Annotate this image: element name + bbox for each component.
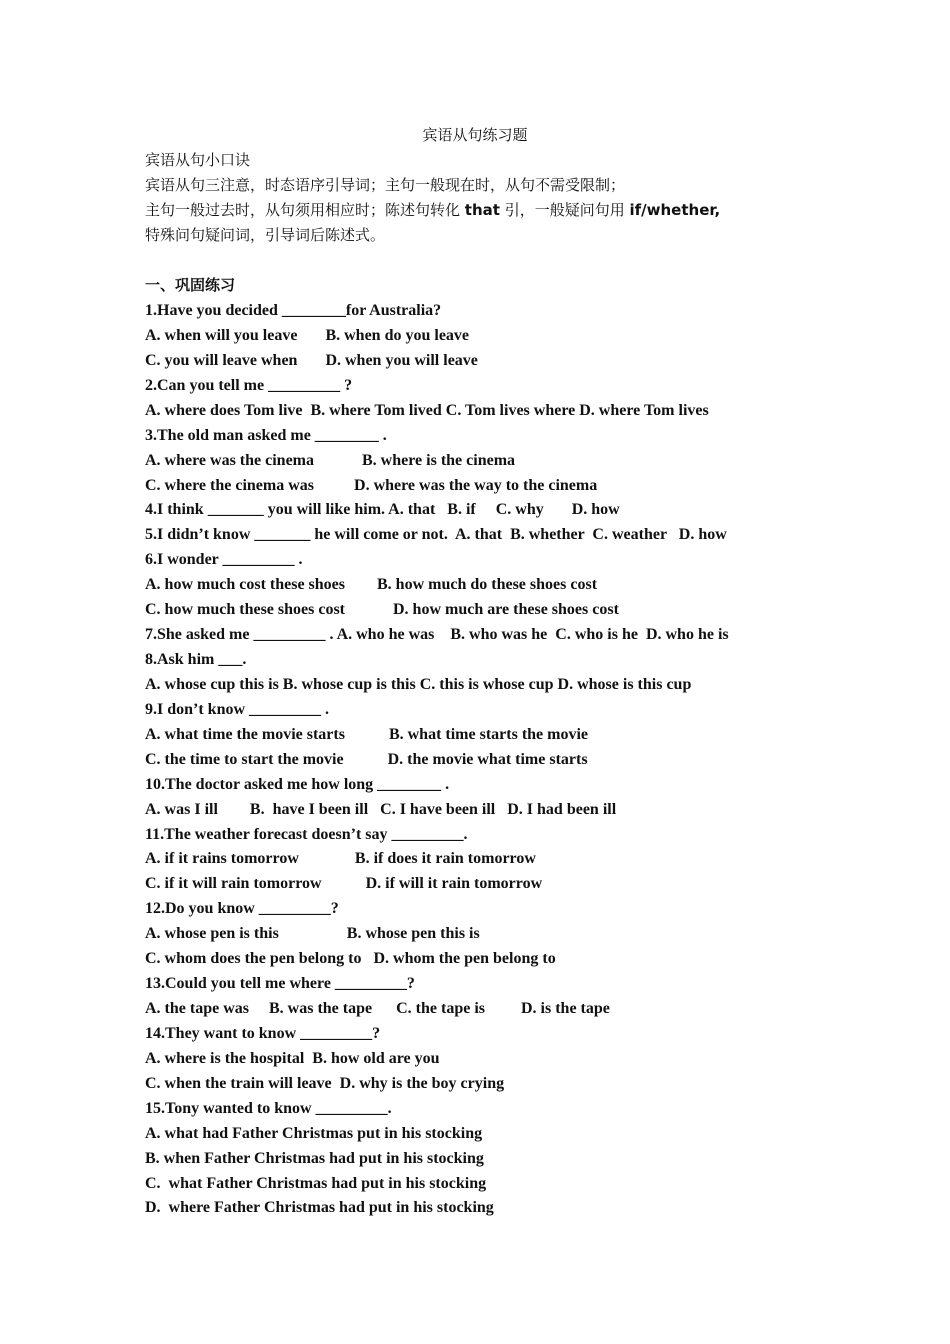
that-keyword: that <box>464 201 500 219</box>
mnemonic-line-2 <box>145 198 805 223</box>
if-whether-keyword: if/whether, <box>629 201 721 219</box>
exercise-line: A. what had Father Christmas put in his stocking <box>145 1124 483 1142</box>
exercise-line: D. where Father Christmas had put in his stocking <box>145 1199 494 1217</box>
mnemonic-line-2-part-2: 引，一般疑问句用 <box>499 201 630 219</box>
exercise-line: A. was I ill B. have I been ill C. I have been ill D. I had been ill <box>145 800 617 818</box>
exercise-line: 2.Can you tell me _________ ? <box>145 376 353 394</box>
page-title: 宾语从句练习题 <box>422 126 528 144</box>
exercise-line: C. if it will rain tomorrow D. if will it rain tomorrow <box>145 875 543 893</box>
exercise-line: A. if it rains tomorrow B. if does it rain tomorrow <box>145 850 536 868</box>
exercise-line: 6.I wonder _________ . <box>145 551 303 569</box>
exercise-line: B. when Father Christmas had put in his stocking <box>145 1149 484 1167</box>
exercise-line: A. whose cup this is B. whose cup is this C. this is whose cup D. whose is this cup <box>145 675 692 693</box>
exercise-line: C. when the train will leave D. why is the boy crying <box>145 1074 505 1092</box>
exercise-line: 15.Tony wanted to know _________. <box>145 1099 392 1117</box>
exercise-line: 13.Could you tell me where _________? <box>145 975 415 993</box>
mnemonic-line-3: 特殊问句疑问词，引导词后陈述式。 <box>145 226 386 244</box>
exercise-line: 3.The old man asked me ________ . <box>145 426 387 444</box>
exercise-line: 4.I think _______ you will like him. A. that B. if C. why D. how <box>145 501 620 519</box>
exercise-line: 10.The doctor asked me how long ________ . <box>145 775 450 793</box>
exercise-line: C. what Father Christmas had put in his stocking <box>145 1174 487 1192</box>
exercise-line: A. where is the hospital B. how old are you <box>145 1049 440 1067</box>
exercise-line: A. how much cost these shoes B. how much do these shoes cost <box>145 576 598 594</box>
exercise-line: A. when will you leave B. when do you leave <box>145 326 470 344</box>
exercise-line: C. the time to start the movie D. the movie what time starts <box>145 750 588 768</box>
exercise-line: 8.Ask him ___. <box>145 651 247 669</box>
exercise-line: A. whose pen is this B. whose pen this is <box>145 925 480 943</box>
exercise-line: 14.They want to know _________? <box>145 1024 381 1042</box>
exercise-line: C. how much these shoes cost D. how much are these shoes cost <box>145 601 619 619</box>
exercise-line: 1.Have you decided ________for Australia? <box>145 302 442 319</box>
mnemonic-line-1: 宾语从句三注意，时态语序引导词；主句一般现在时，从句不需受限制； <box>145 176 626 194</box>
exercise-line: C. you will leave when D. when you will leave <box>145 351 478 369</box>
exercise-line: 12.Do you know _________? <box>145 900 339 918</box>
exercise-line: C. whom does the pen belong to D. whom the pen belong to <box>145 950 556 968</box>
exercise-line: C. where the cinema was D. where was the way to the cinema <box>145 476 598 494</box>
mnemonic-line-2-part-1: 主句一般过去时，从句须用相应时；陈述句转化 <box>145 201 465 219</box>
exercise-line: 9.I don’t know _________ . <box>145 700 330 718</box>
exercise-line: A. where does Tom live B. where Tom lived C. Tom lives where D. where Tom lives <box>145 401 709 419</box>
exercise-line: 5.I didn’t know _______ he will come or not. A. that B. whether C. weather D. how <box>145 526 727 544</box>
section-title: 一、巩固练习 <box>145 276 236 294</box>
exercise-line: 7.She asked me _________ . A. who he was B. who was he C. who is he D. who he is <box>145 626 729 644</box>
exercise-line: A. what time the movie starts B. what time starts the movie <box>145 725 589 743</box>
exercise-line: A. the tape was B. was the tape C. the tape is D. is the tape <box>145 1000 610 1018</box>
exercise-line: 11.The weather forecast doesn’t say _________. <box>145 825 468 843</box>
exercise-line: A. where was the cinema B. where is the cinema <box>145 451 516 469</box>
mnemonic-heading: 宾语从句小口诀 <box>145 151 251 169</box>
